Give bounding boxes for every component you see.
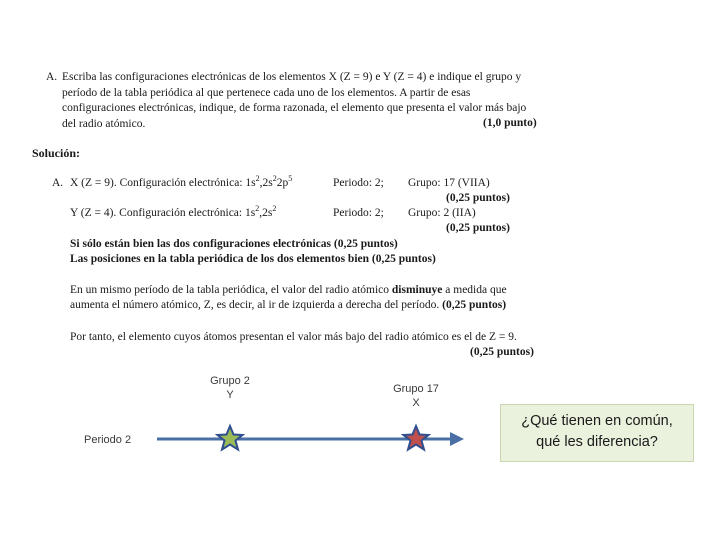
y-group: Grupo: 2 (IIA) [408, 207, 476, 219]
group-17-label [376, 382, 456, 410]
x-points: (0,25 puntos) [446, 192, 510, 204]
element-y-star-icon [218, 426, 243, 450]
reasoning-points: (0,25 puntos) [442, 299, 507, 311]
x-sup: 5 [288, 174, 293, 184]
y-points: (0,25 puntos) [446, 222, 510, 234]
y-configuration [70, 206, 276, 221]
solution-marker: A. [52, 177, 64, 189]
question-text [62, 70, 544, 132]
reasoning-emphasis: disminuye [391, 284, 443, 296]
callout-line: ¿Qué tienen en común, [521, 413, 673, 429]
x-group: Grupo: 17 (VIIA) [408, 177, 490, 189]
callout-line: qué les diferencia? [536, 434, 658, 450]
grading-note: Las posiciones en la tabla periódica de los dos elementos bien (0,25 puntos) [70, 253, 436, 265]
question-callout [500, 404, 694, 462]
y-sup: 2 [255, 204, 260, 214]
solution-heading: Solución: [32, 146, 81, 160]
y-period: Periodo: 2; [333, 207, 384, 219]
y-config-text: ,2s [259, 207, 273, 219]
period-2-label: Periodo 2 [84, 434, 132, 446]
y-config-text: Y (Z = 4). Configuración electrónica: 1s [70, 207, 256, 219]
x-configuration [70, 176, 292, 191]
question-points: (1,0 punto) [483, 117, 537, 129]
reasoning-text: a medida que [442, 284, 507, 296]
question-line: configuraciones electrónicas, indique, de forma razonada, el elemento que presenta el valor más bajo [62, 102, 527, 114]
x-config-text: ,2s [259, 177, 273, 189]
group-2-text: Grupo 2 [210, 375, 250, 387]
reasoning-text: aumenta el número atómico, Z, es decir, al ir de izquierda a derecha del período. [70, 299, 443, 311]
element-x-star-icon [404, 426, 429, 450]
question-marker: A. [46, 71, 58, 83]
question-line: Escriba las configuraciones electrónicas de los elementos X (Z = 9) e Y (Z = 4) e indique el grupo y [62, 71, 522, 83]
reasoning-line [70, 283, 507, 298]
x-config-text: X (Z = 9). Configuración electrónica: 1s [70, 177, 256, 189]
reasoning-text: En un mismo período de la tabla periódica, el valor del radio atómico [70, 284, 392, 296]
conclusion: Por tanto, el elemento cuyos átomos presentan el valor más bajo del radio atómico es el de Z = 9. [70, 331, 517, 343]
question-line: del radio atómico. [62, 117, 146, 130]
group-17-text: Grupo 17 [393, 383, 439, 395]
group-2-label [190, 374, 270, 402]
question-line: período de la tabla periódica al que pertenece cada uno de los elementos. A partir de esas [62, 86, 471, 99]
conclusion-points: (0,25 puntos) [470, 346, 534, 358]
x-period: Periodo: 2; [333, 177, 384, 189]
x-config-text: 2p [276, 177, 289, 189]
element-y-letter: Y [226, 389, 234, 401]
grading-note: Si sólo están bien las dos configuraciones electrónicas (0,25 puntos) [70, 238, 398, 250]
x-sup: 2 [272, 174, 277, 184]
reasoning-line [70, 298, 506, 313]
x-sup: 2 [255, 174, 260, 184]
element-x-letter: X [412, 397, 420, 409]
period-arrowhead [450, 432, 464, 446]
y-sup: 2 [272, 204, 277, 214]
